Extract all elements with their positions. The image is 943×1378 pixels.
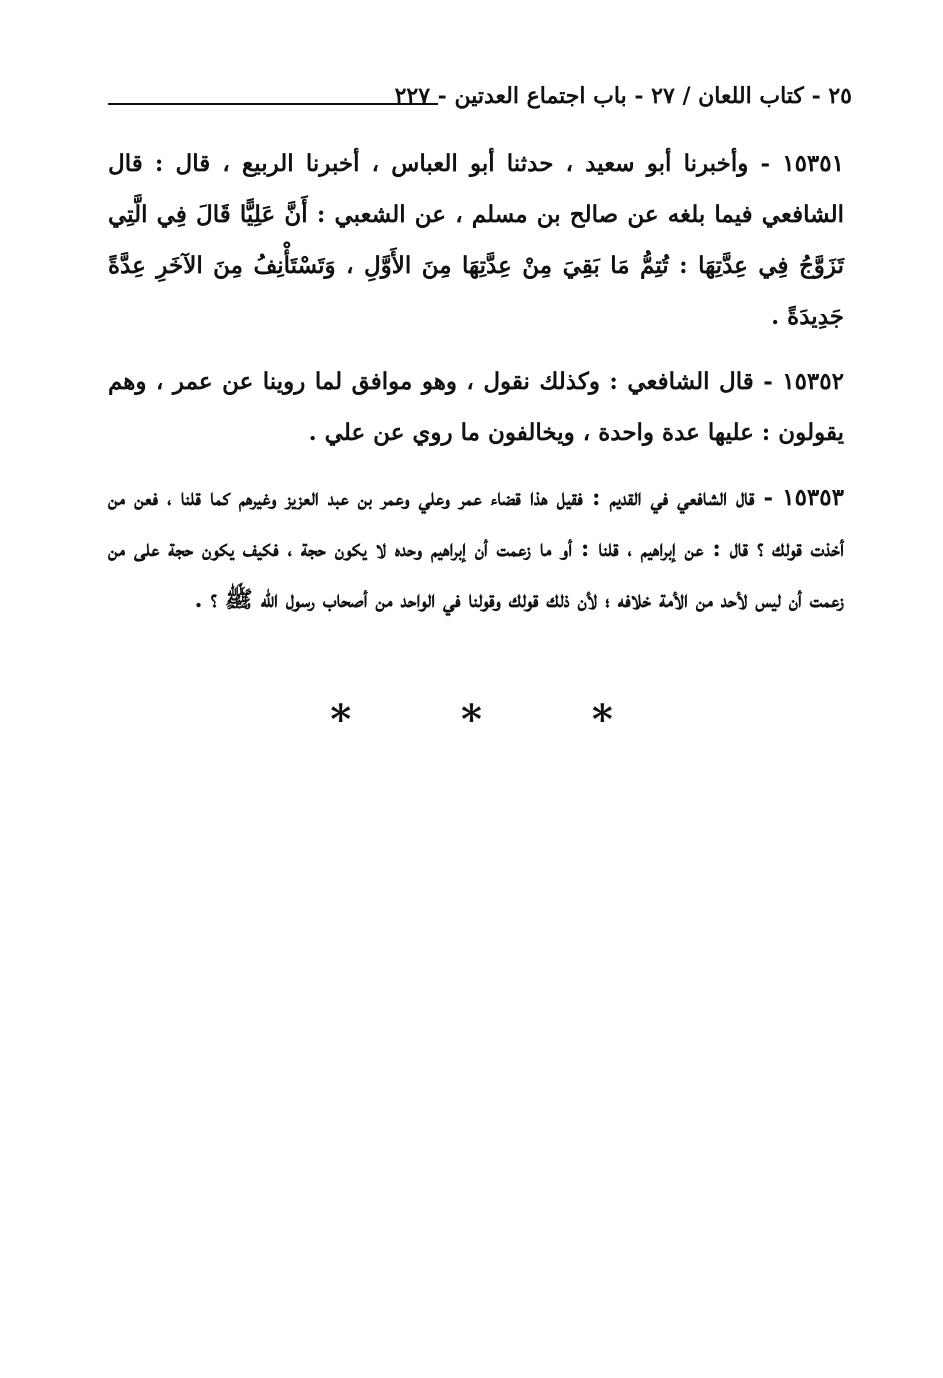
main-text xyxy=(108,138,844,639)
section-end-ornament: * * * xyxy=(330,696,661,743)
running-header-text: ٢٥ - كتاب اللعان / ٢٧ - باب اجتماع العدتين - ٢٢٧ xyxy=(394,83,852,109)
hadith-paragraph-15352: ١٥٣٥٢ - قال الشافعي : وكذلك نقول ، وهو موافق لما روينا عن عمر ، وهم يقولون : عليها عدة واحدة ، ويخالفون ما روي عن علي . xyxy=(108,368,844,446)
hadith-paragraph-15351: ١٥٣٥١ - وأخبرنا أبو سعيد ، حدثنا أبو العباس ، أخبرنا الربيع ، قال : قال الشافعي فيما بلغه عن صالح بن مسلم ، عن الشعبي : أَنَّ عَلِيًّا قَالَ فِي الَّتِي تَزَوَّجُ فِي عِدَّتِهَا : تُتِمُّ مَا بَقِيَ مِنْ عِدَّتِهَا مِنَ الأَوَّلِ ، وَتَسْتَأْنِفُ مِنَ الآخَرِ عِدَّةً جَدِيدَةً . xyxy=(108,150,844,330)
running-header xyxy=(108,76,852,116)
header-rule xyxy=(108,103,438,105)
hadith-paragraph-15353: ١٥٣٥٣ - قال الشافعي في القديم : فقيل هذا قضاء عمر وعلي وعمر بن عبد العزيز وغيرهم كما قلنا ، فعن من أخذت قولك ؟ قال : عن إبراهيم ، قلنا : أو ما زعمت أن إبراهيم وحده لا يكون حجة ، فكيف يكون حجة على من زعمت أن ليس لأحد من الأمة خلافه ؛ لأن ذلك قولك وقولنا في الواحد من أصحاب رسول الله ﷺ ؟ . xyxy=(108,484,844,613)
